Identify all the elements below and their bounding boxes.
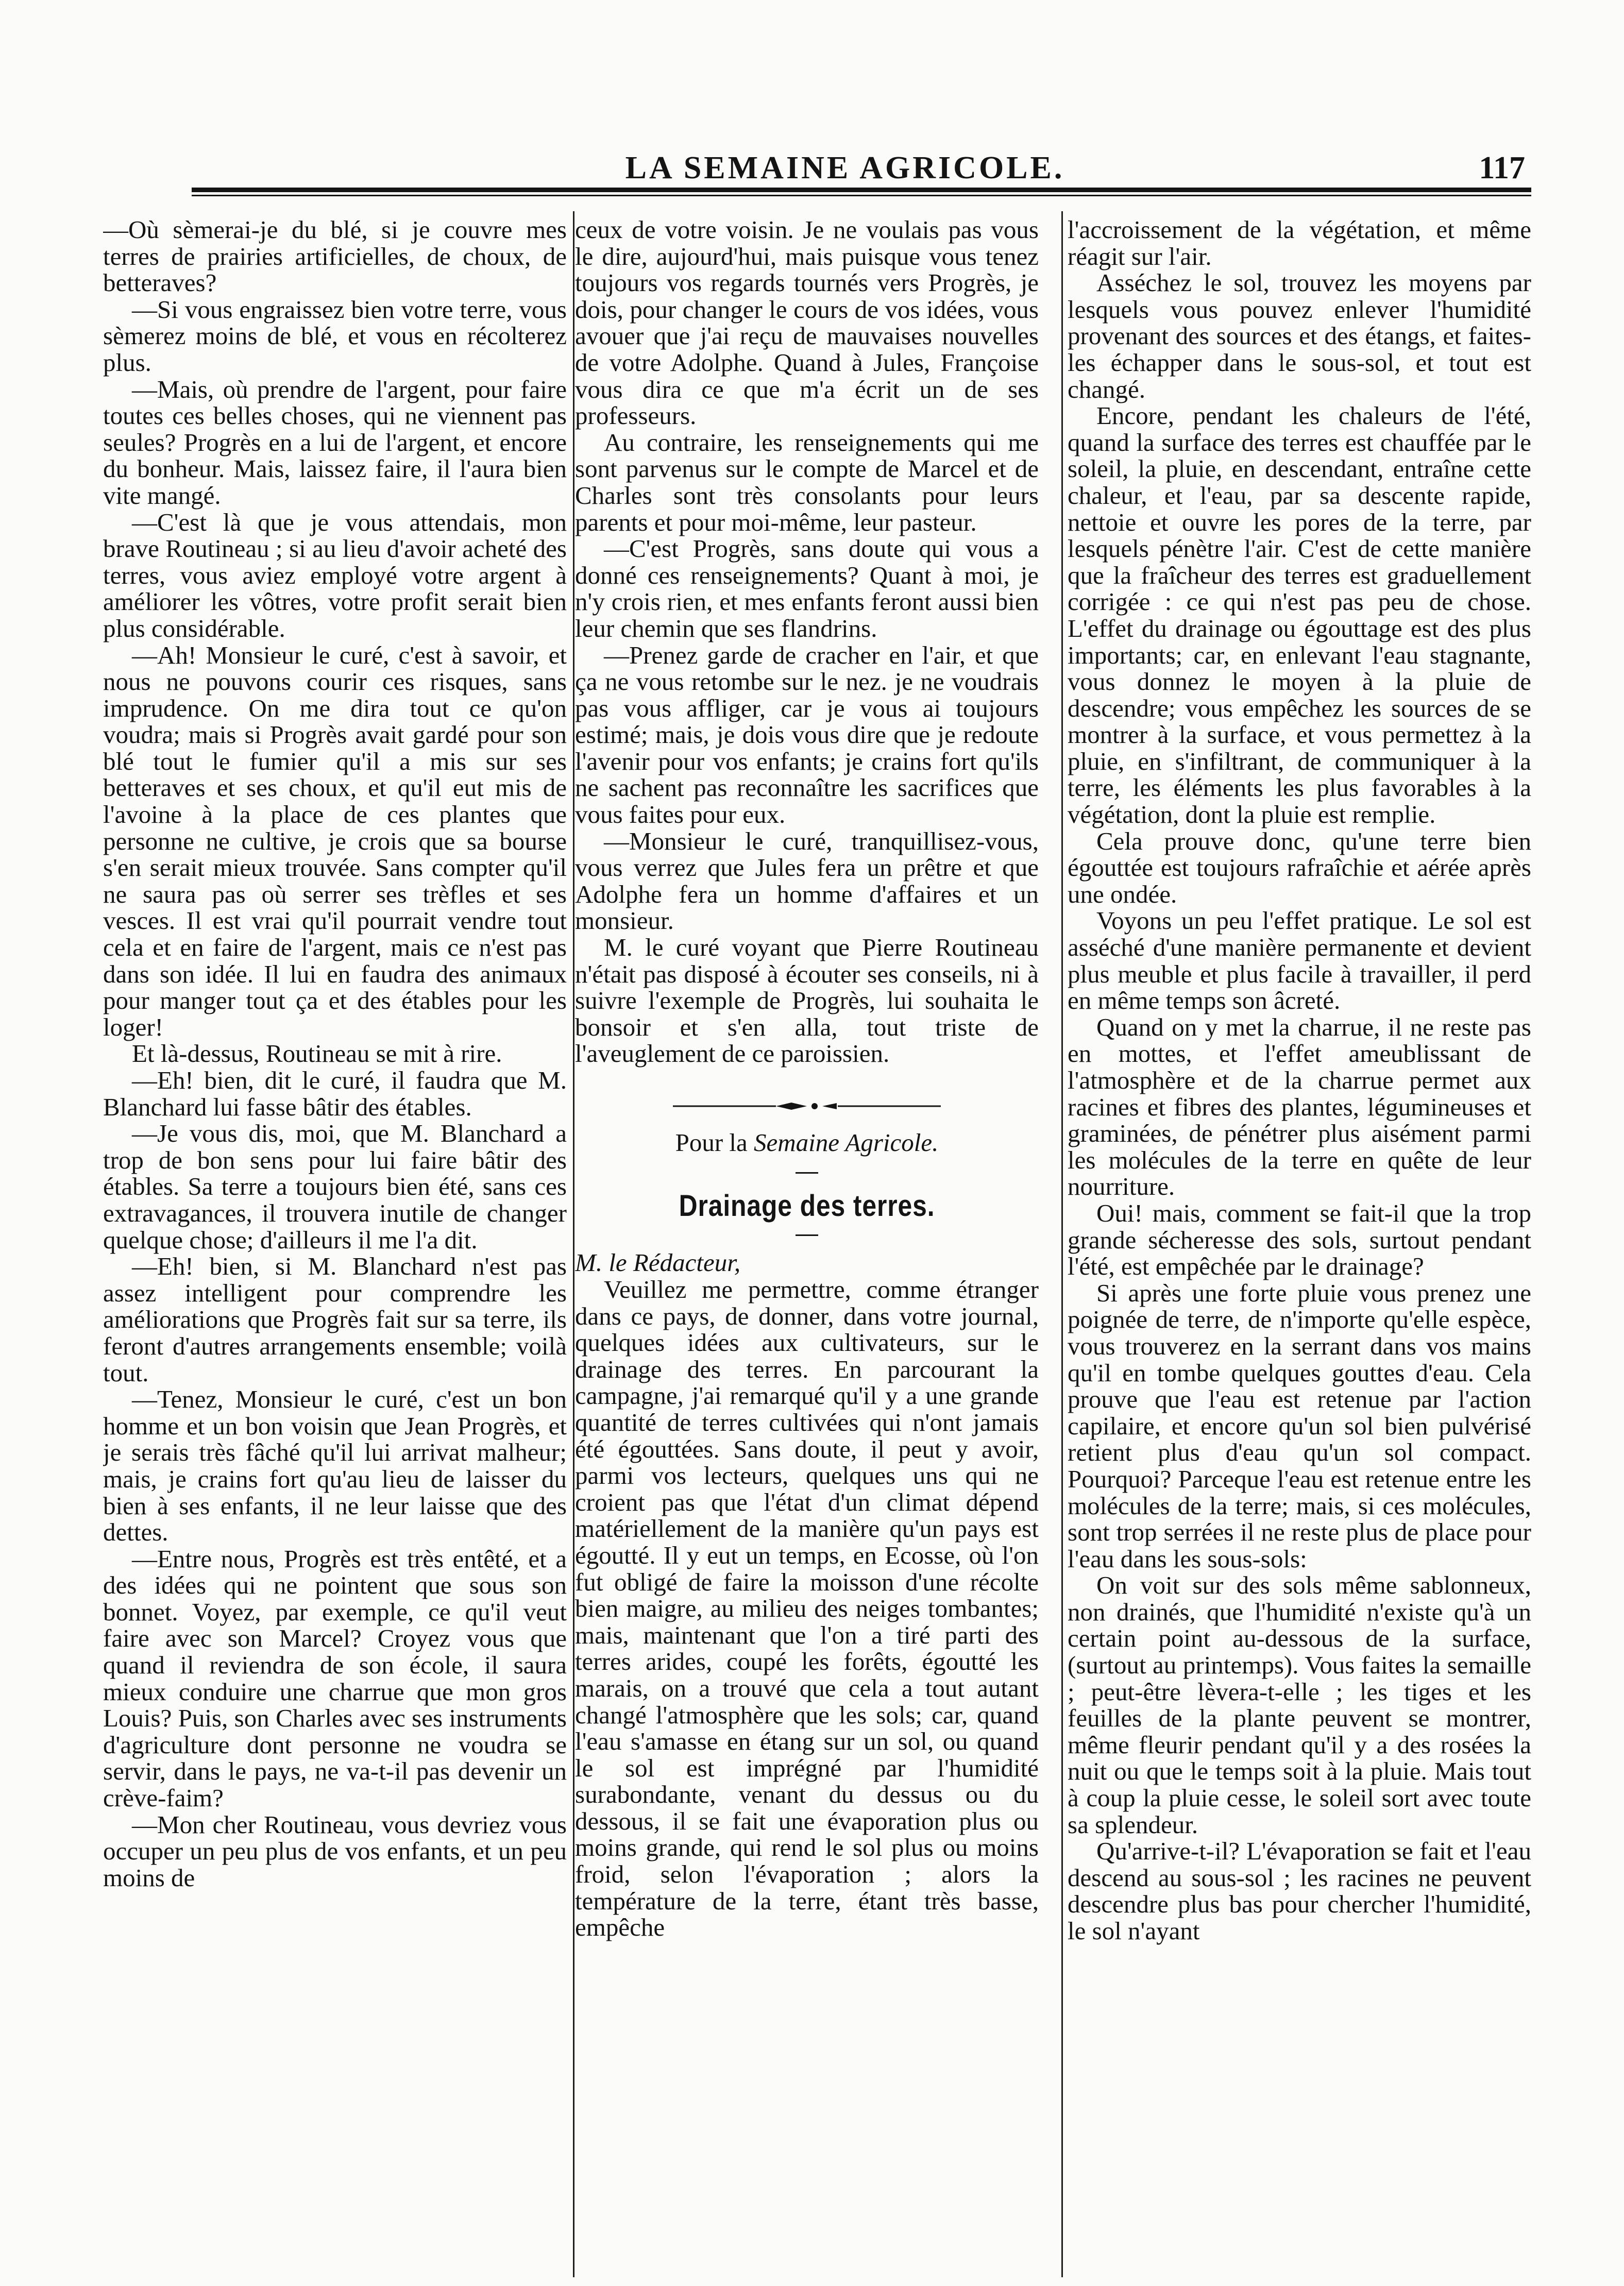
paragraph: Et là-dessus, Routineau se mit à rire. xyxy=(132,1039,502,1068)
paragraph: —Mon cher Routineau, vous devriez vous occuper un peu plus de vos enfants, et un peu moins de xyxy=(103,1810,567,1892)
column-divider-1 xyxy=(573,211,574,2277)
paragraph: —Ah! Monsieur le curé, c'est à savoir, et nous ne pouvons courir ces risques, sans imprudence. On me dira tout ce qu'on voudra; mais si Progrès avait gardé pour son blé tout le fumier qu'il a mis sur ses betteraves et ses choux, et qu'il eut mis de l'avoine à la place de ces plantes que personne ne cultive, je crois que sa bourse s'en serait mieux trouvée. Sans compter qu'il ne saura pas où serrer ses trèfles et ses vesces. Il est vrai qu'il pourrait vendre tout cela et en faire de l'argent, mais ce n'est pas dans son idée. Il lui en faudra des animaux pour manger tout ça et des étables pour les loger! xyxy=(103,640,567,1041)
header-rule-thick xyxy=(192,188,1531,192)
header-rule-thin xyxy=(192,195,1531,196)
paragraph: —Eh! bien, dit le curé, il faudra que M. Blanchard lui fasse bâtir des étables. xyxy=(103,1066,567,1121)
running-title: LA SEMAINE AGRICOLE. xyxy=(625,150,1065,185)
paragraph: Cela prouve donc, qu'une terre bien égouttée est toujours rafraîchie et aérée après une ondée. xyxy=(1068,826,1531,908)
paragraph: —Où sèmerai-je du blé, si je couvre mes terres de prairies artificielles, de choux, de betteraves? xyxy=(103,216,567,297)
journal-name: Semaine Agricole. xyxy=(754,1128,939,1157)
paragraph: Encore, pendant les chaleurs de l'été, quand la surface des terres est chauffée par le soleil, la pluie, en descendant, entraîne cette chaleur, et l'eau, par sa descente rapide, nettoie et ouvre les pores de la terre, par lesquels pénètre l'air. C'est de cette manière que la fraîcheur des terres est graduellement corrigée : ce qui n'est pas peu de chose. L'effet du drainage ou égouttage est des plus importants; car, en enlevant l'eau stagnante, vous donnez le moyen à la pluie de descendre; vous empêchez les sources de se montrer à la surface, et vous permettez à la pluie, en s'infiltrant, de communiquer à la terre, les éléments les plus favorables à la végétation, dont la pluie est remplie. xyxy=(1068,401,1531,829)
paragraph: On voit sur des sols même sablonneux, non drainés, que l'humidité n'existe qu'à un certain point au-dessous de la surface, (surtout au printemps). Vous faites la semaille ; peut-être lèvera-t-elle ; les tiges et les feuilles de la plante peuvent se montrer, même fleurir pendant qu'il y a des rosées la nuit ou que le temps soit à la pluie. Mais tout à coup la pluie cesse, le soleil sort avec toute sa splendeur. xyxy=(1068,1571,1531,1839)
paragraph: Asséchez le sol, trouvez les moyens par lesquels vous pouvez enlever l'humidité provenant des sources et des étangs, et faites-les échapper dans le sous-sol, et tout est changé. xyxy=(1068,268,1531,403)
page-number: 117 xyxy=(1479,150,1525,185)
short-dash-rule xyxy=(796,1172,818,1174)
salutation: M. le Rédacteur, xyxy=(575,1248,741,1277)
paragraph: —Tenez, Monsieur le curé, c'est un bon homme et un bon voisin que Jean Progrès, et je serais très fâché qu'il lui arrivat malheur; mais, je crains fort qu'au lieu de laisser du bien à ses enfants, il ne leur laisse que des dettes. xyxy=(103,1385,567,1547)
paragraph: Si après une forte pluie vous prenez une poignée de terre, de n'importe qu'elle espèce, vous trouverez en la serrant dans vos mains qu'il en tombe quelques gouttes d'eau. Cela prouve que l'eau est retenue par l'action capilaire, et encore qu'un sol bien pulvérisé retient plus d'eau qu'un sol compact. Pourquoi? Parceque l'eau est retenue entre les molécules de la terre; mais, si ces molécules, sont trop serrées il ne reste plus de place pour l'eau dans les sous-sols: xyxy=(1068,1278,1531,1573)
paragraph: —Entre nous, Progrès est très entêté, et a des idées qui ne pointent que sous son bonnet. Voyez, par exemple, ce qu'il veut faire avec son Marcel? Croyez vous que quand il reviendra de son école, il saura mieux conduire une charrue que mon gros Louis? Puis, son Charles avec ses instruments d'agriculture dont personne ne voudra se servir, dans le pays, ne va-t-il pas devenir un crève-faim? xyxy=(103,1544,567,1813)
paragraph: —Monsieur le curé, tranquillisez-vous, vous verrez que Jules fera un prêtre et que Adolphe fera un homme d'affaires et un monsieur. xyxy=(575,826,1039,935)
article-title: Drainage des terres. xyxy=(679,1189,935,1223)
page-header xyxy=(165,150,1525,185)
paragraph: Oui! mais, comment se fait-il que la trop grande sécheresse des sols, surtout pendant l'été, est empêchée par le drainage? xyxy=(1068,1198,1531,1281)
paragraph-continued: l'accroissement de la végétation, et même réagit sur l'air. xyxy=(1068,216,1531,270)
column-3 xyxy=(1068,216,1531,2277)
paragraph-continued: ceux de votre voisin. Je ne voulais pas vous le dire, aujourd'hui, mais puisque vous tenez toujours vos regards tournés vers Progrès, je dois, pour changer le cours de vos idées, vous avouer que j'ai reçu de mauvaises nouvelles de votre Adolphe. Quand à Jules, Françoise vous dira ce que m'a écrit un de ses professeurs. xyxy=(575,216,1039,430)
paragraph: —C'est là que je vous attendais, mon brave Routineau ; si au lieu d'avoir acheté des terres, vous aviez employé votre argent à améliorer les vôtres, votre profit serait bien plus considérable. xyxy=(103,507,567,642)
paragraph: Veuillez me permettre, comme étranger dans ce pays, de donner, dans votre journal, quelques idées aux cultivateurs, sur le drainage des terres. En parcourant la campagne, j'ai remarqué qu'il y a une grande quantité de terres cultivées qui n'ont jamais été égouttées. Sans doute, il peut y avoir, parmi vos lecteurs, quelques uns qui ne croient pas que l'état d'un climat dépend matériellement de la manière qu'un pays est égoutté. Il y eut un temps, en Ecosse, où l'on fut obligé de faire la moisson d'une récolte bien maigre, au milieu des neiges tombantes; mais, maintenant que l'on a tiré parti des terres arides, coupé les forêts, égoutté les marais, on a trouvé que cela a tout autant changé l'atmosphère que les sols; car, quand l'eau s'amasse en étang sur un sol, ou quand le sol est imprégné par l'humidité surabondante, venant du dessus ou du dessous, il se fait une évaporation plus ou moins grande, qui rend le sol plus ou moins froid, selon l'évaporation ; alors la température de la terre, étant très basse, empêche xyxy=(575,1275,1039,1942)
paragraph: —Si vous engraissez bien votre terre, vous sèmerez moins de blé, et vous en récolterez plus. xyxy=(103,295,567,377)
paragraph: —Je vous dis, moi, que M. Blanchard a trop de bon sens pour lui faire bâtir des étables. Sa terre a toujours bien été, sans ces extravagances, il trouvera inutile de changer quelque chose; d'ailleurs il me l'a dit. xyxy=(103,1119,567,1254)
column-2 xyxy=(575,216,1039,2277)
paragraph: —Eh! bien, si M. Blanchard n'est pas assez intelligent pour comprendre les améliorations que Progrès fait sur sa terre, ils feront d'autres arrangements ensemble; voilà tout. xyxy=(103,1252,567,1387)
attribution-line: Pour la Semaine Agricole. xyxy=(675,1128,939,1157)
paragraph: Voyons un peu l'effet pratique. Le sol est asséché d'une manière permanente et devient plus meuble et plus facile à travailler, il perd en même temps son âcreté. xyxy=(1068,906,1531,1015)
paragraph: —C'est Progrès, sans doute qui vous a donné ces renseignements? Quant à moi, je n'y crois rien, et mes enfants feront aussi bien leur chemin que ses flandrins. xyxy=(575,534,1039,642)
paragraph: Au contraire, les renseignements qui me sont parvenus sur le compte de Marcel et de Charles sont très consolants pour leurs parents et pour moi-même, leur pasteur. xyxy=(575,428,1039,536)
column-divider-2 xyxy=(1061,211,1063,2277)
paragraph: M. le curé voyant que Pierre Routineau n'était pas disposé à écouter ses conseils, ni à suivre l'exemple de Progrès, lui souhaita le bonsoir et s'en alla, tout triste de l'aveuglement de ce paroissien. xyxy=(575,933,1039,1068)
paragraph: —Mais, où prendre de l'argent, pour faire toutes ces belles choses, qui ne viennent pas seules? Progrès en a lui de l'argent, et encore du bonheur. Mais, laissez faire, il l'aura bien vite mangé. xyxy=(103,375,567,510)
short-dash-rule xyxy=(796,1234,818,1236)
paragraph: Quand on y met la charrue, il ne reste pas en mottes, et l'effet ameublissant de l'atmosphère et de la charrue permet aux racines et fibres des plantes, légumineuses et graminées, de pénétrer plus aisément parmi les molécules de la terre en quête de leur nourriture. xyxy=(1068,1012,1531,1201)
section-separator-ornament xyxy=(673,1101,941,1111)
column-1 xyxy=(103,216,567,2277)
paragraph: —Prenez garde de cracher en l'air, et que ça ne vous retombe sur le nez. je ne voudrais pas vous affliger, car je vous ai toujours estimé; mais, je dois vous dire que je redoute l'avenir pour vos enfants; je crains fort qu'ils ne sachent pas reconnaître les sacrifices que vous faites pour eux. xyxy=(575,640,1039,829)
paragraph: Qu'arrive-t-il? L'évaporation se fait et l'eau descend au sous-sol ; les racines ne peuvent descendre plus bas pour chercher l'humidité, le sol n'ayant xyxy=(1068,1837,1531,1945)
